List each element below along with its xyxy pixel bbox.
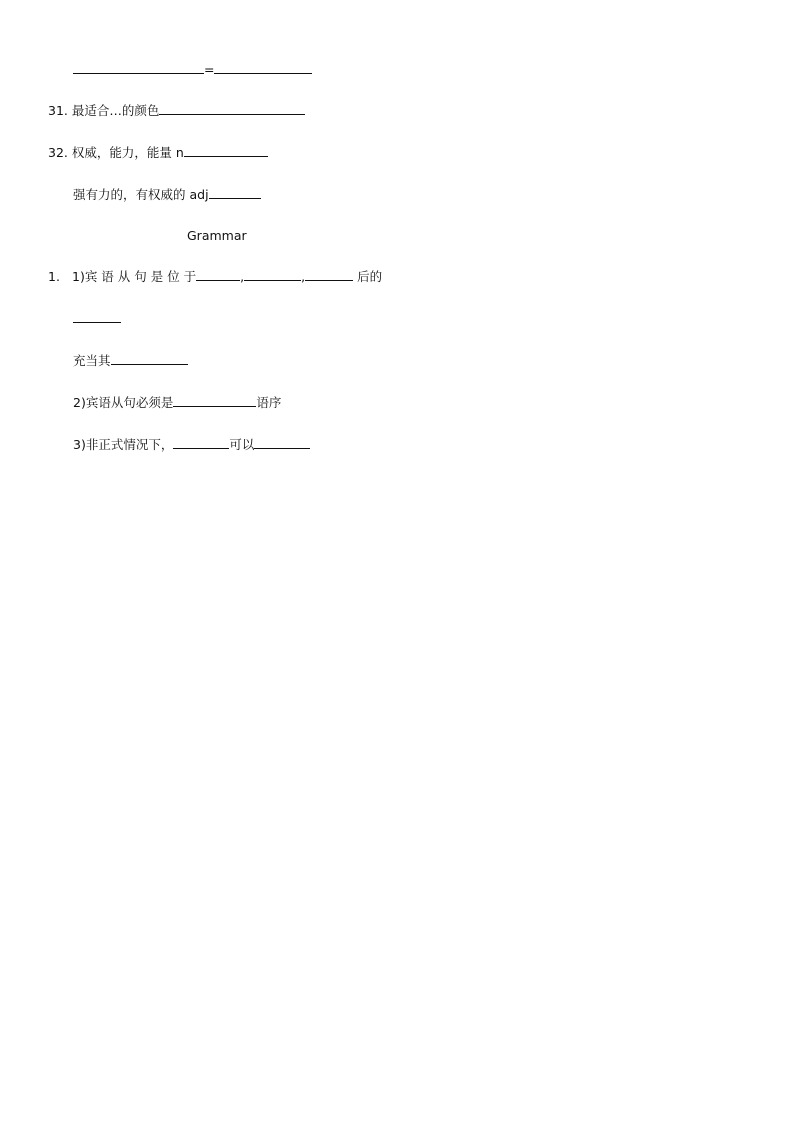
grammar-item-1 — [48, 268, 382, 284]
item-text: 1)宾 语 从 句 是 位 于 — [72, 269, 197, 284]
answer-blank[interactable] — [209, 186, 261, 199]
item-number: 1. — [48, 269, 60, 284]
answer-blank[interactable] — [173, 436, 229, 449]
answer-blank[interactable] — [196, 268, 240, 281]
answer-blank[interactable] — [159, 102, 305, 115]
comma: , — [301, 269, 306, 284]
grammar-item-2 — [73, 394, 281, 410]
item-text: 最适合…的颜色 — [71, 103, 160, 118]
item-text: 2)宾语从句必须是 — [73, 395, 174, 410]
answer-blank[interactable] — [184, 144, 268, 157]
comma: , — [240, 269, 245, 284]
grammar-item-1-role — [73, 352, 188, 368]
answer-blank[interactable] — [73, 61, 204, 74]
item-text: 后的 — [357, 269, 383, 284]
item-number: 32. — [48, 145, 68, 160]
equation-line — [73, 61, 312, 77]
answer-blank[interactable] — [214, 61, 312, 74]
item-text: 可以 — [229, 437, 255, 452]
item-number: 31. — [48, 103, 68, 118]
grammar-item-1-blank — [73, 310, 121, 326]
item-text: 充当其 — [73, 353, 111, 368]
answer-blank[interactable] — [173, 394, 256, 407]
answer-blank[interactable] — [254, 436, 310, 449]
grammar-item-3 — [73, 436, 310, 452]
item-32 — [48, 144, 268, 160]
item-text: 3)非正式情况下， — [73, 437, 174, 452]
answer-blank[interactable] — [305, 268, 353, 281]
item-text: 强有力的，有权威的 adj — [73, 187, 209, 202]
answer-blank[interactable] — [244, 268, 301, 281]
item-text: 权威，能力，能量 n — [71, 145, 184, 160]
item-text: 语序 — [256, 395, 282, 410]
item-31 — [48, 102, 305, 118]
section-heading: Grammar — [187, 228, 247, 243]
item-32-sub — [73, 186, 261, 202]
answer-blank[interactable] — [111, 352, 188, 365]
equals-sign: = — [204, 62, 215, 77]
answer-blank[interactable] — [73, 310, 121, 323]
